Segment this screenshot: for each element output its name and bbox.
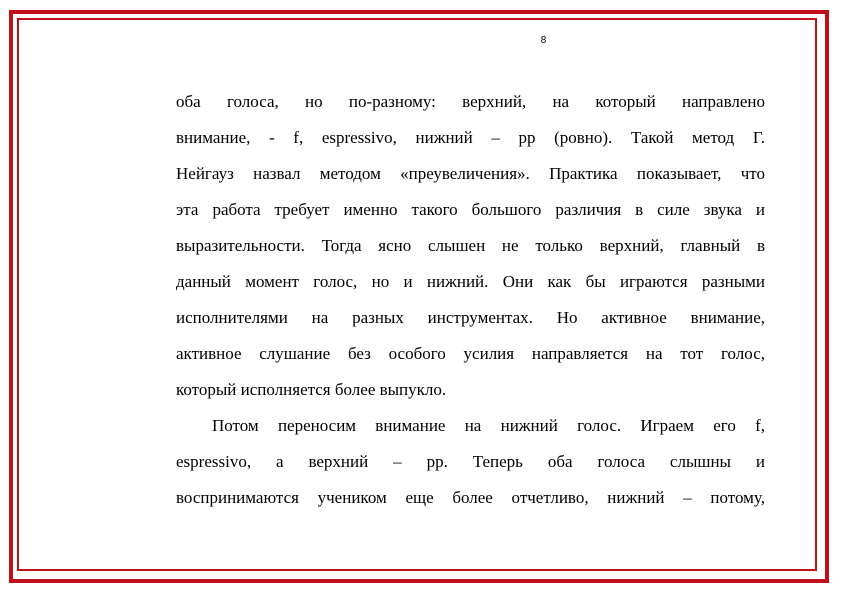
page-number: 8 xyxy=(540,35,547,46)
text-line: воспринимаются учеником еще более отчетливо, нижний – потому, xyxy=(176,488,765,507)
paragraph-1 xyxy=(176,84,765,408)
document-body xyxy=(176,84,765,516)
text-line: эта работа требует именно такого большого различия в силе звука и xyxy=(176,200,765,219)
text-line: который исполняется более выпукло. xyxy=(176,380,447,399)
text-line: активное слушание без особого усилия направляется на тот голос, xyxy=(176,344,765,363)
text-line: оба голоса, но по-разному: верхний, на который направлено xyxy=(176,92,765,111)
text-line: Нейгауз назвал методом «преувеличения». Практика показывает, что xyxy=(176,164,765,183)
text-line: espressivo, а верхний – pp. Теперь оба голоса слышны и xyxy=(176,452,765,471)
text-line: Потом переносим внимание на нижний голос. Играем его f, xyxy=(212,416,765,435)
text-line: исполнителями на разных инструментах. Но активное внимание, xyxy=(176,308,765,327)
text-line: данный момент голос, но и нижний. Они как бы играются разными xyxy=(176,272,765,291)
text-line: выразительности. Тогда ясно слышен не только верхний, главный в xyxy=(176,236,765,255)
paragraph-2 xyxy=(176,408,765,516)
text-line: внимание, - f, espressivo, нижний – pp (ровно). Такой метод Г. xyxy=(176,128,765,147)
